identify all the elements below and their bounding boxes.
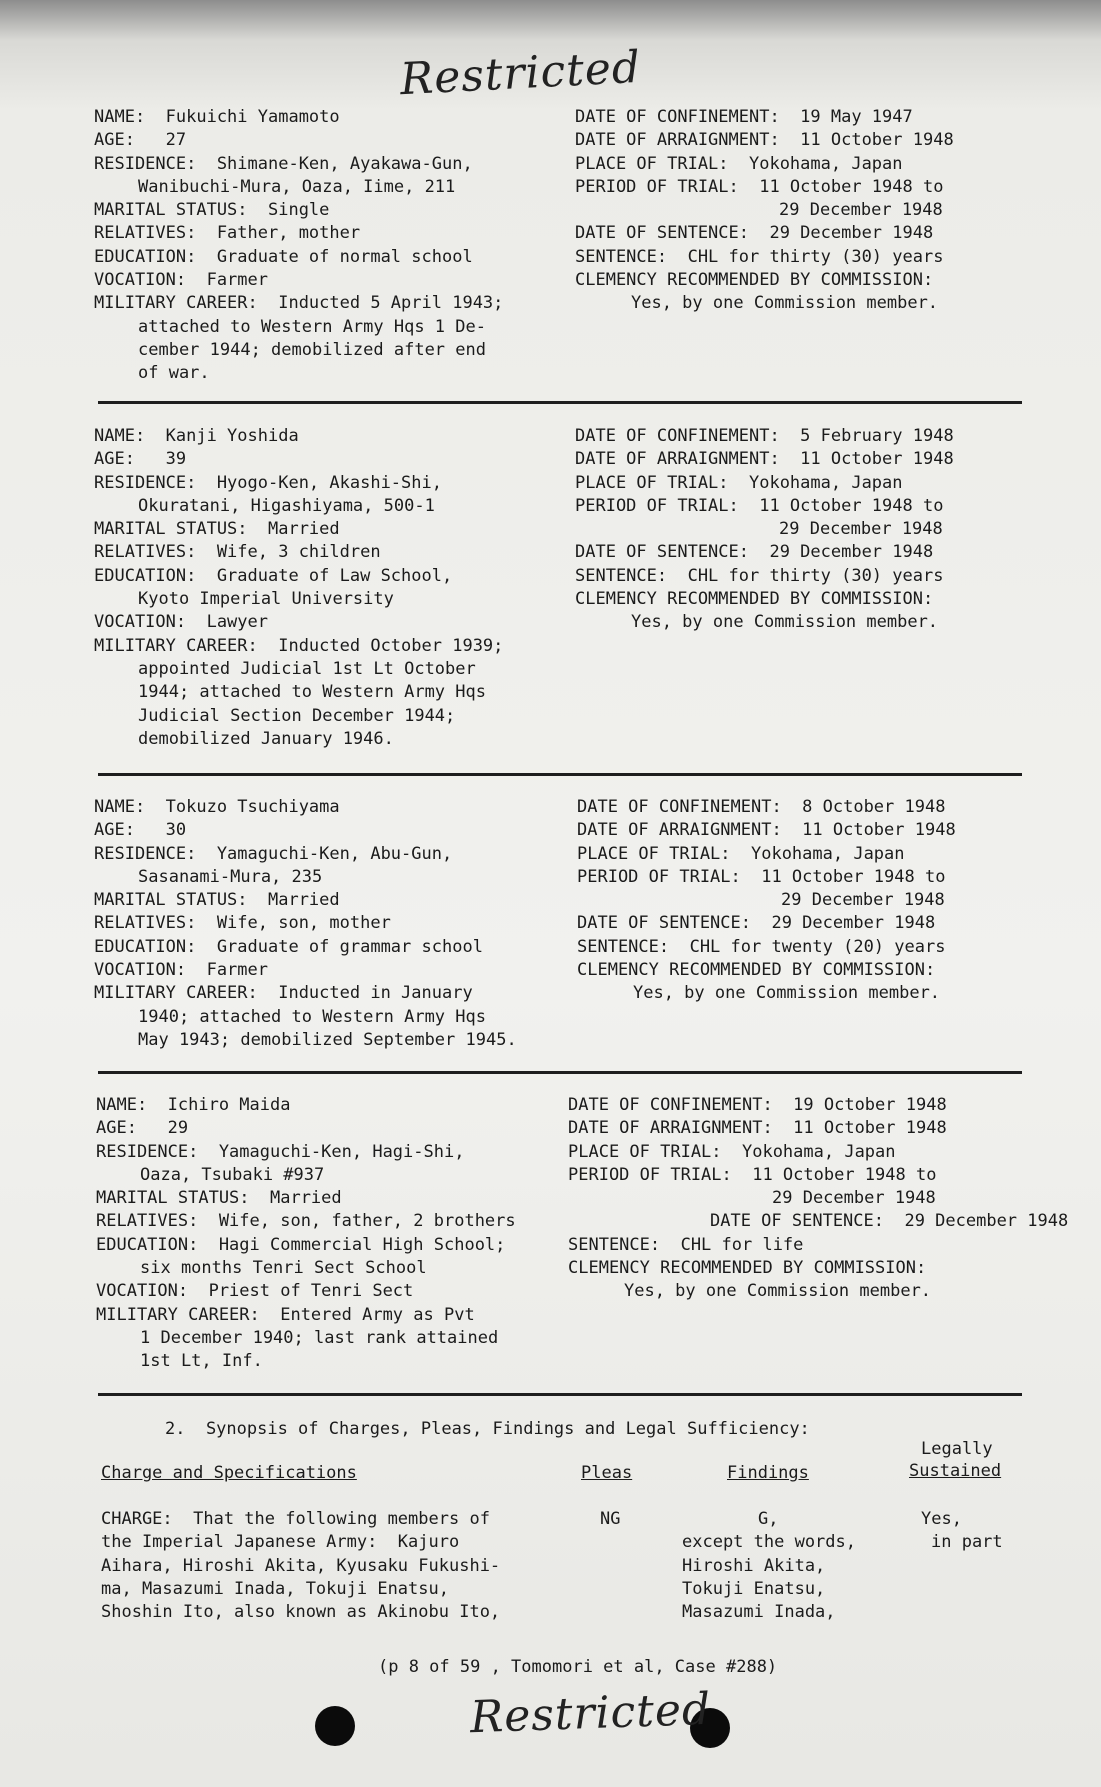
name-line: NAME: Kanji Yoshida <box>94 426 299 446</box>
period-of-trial-line: PERIOD OF TRIAL: 11 October 1948 to <box>568 1164 937 1185</box>
record-3-trial <box>577 796 956 1006</box>
clemency-cont: Yes, by one Commission member. <box>631 293 939 314</box>
confinement-line: DATE OF CONFINEMENT: 5 February 1948 <box>575 426 954 446</box>
marital-status-line: MARITAL STATUS: Single <box>94 200 330 221</box>
sentence-line: SENTENCE: CHL for thirty (30) years <box>575 565 944 586</box>
clemency-cont: Yes, by one Commission member. <box>631 612 939 633</box>
military-career-cont: appointed Judicial 1st Lt October <box>138 658 476 679</box>
charge-line: CHARGE: That the following members of <box>101 1509 490 1529</box>
charge-line: the Imperial Japanese Army: Kajuro <box>101 1532 460 1553</box>
military-career-cont: 1944; attached to Western Army Hqs <box>138 682 486 703</box>
military-career-cont: cember 1944; demobilized after end <box>138 339 486 360</box>
marital-status-line: MARITAL STATUS: Married <box>94 519 340 540</box>
period-of-trial-line: PERIOD OF TRIAL: 11 October 1948 to <box>575 495 944 516</box>
synopsis-heading: 2. Synopsis of Charges, Pleas, Findings and Legal Sufficiency: <box>165 1419 810 1439</box>
period-of-trial-line: PERIOD OF TRIAL: 11 October 1948 to <box>575 176 944 197</box>
education-line-cont: six months Tenri Sect School <box>140 1258 427 1279</box>
period-of-trial-cont: 29 December 1948 <box>772 1188 936 1209</box>
relatives-line: RELATIVES: Father, mother <box>94 223 361 244</box>
residence-line: RESIDENCE: Yamaguchi-Ken, Abu-Gun, <box>94 843 453 864</box>
military-career-cont: May 1943; demobilized September 1945. <box>138 1029 517 1050</box>
education-line-cont: Kyoto Imperial University <box>138 589 394 610</box>
record-4-personal <box>96 1094 516 1374</box>
sentence-line: SENTENCE: CHL for life <box>568 1234 804 1255</box>
arraignment-line: DATE OF ARRAIGNMENT: 11 October 1948 <box>577 820 956 841</box>
divider-1 <box>98 401 1022 404</box>
confinement-line: DATE OF CONFINEMENT: 19 October 1948 <box>568 1095 947 1115</box>
clemency-cont: Yes, by one Commission member. <box>624 1281 932 1302</box>
arraignment-line: DATE OF ARRAIGNMENT: 11 October 1948 <box>575 130 954 151</box>
clemency-line: CLEMENCY RECOMMENDED BY COMMISSION: <box>575 270 934 291</box>
name-line: NAME: Tokuzo Tsuchiyama <box>94 797 340 817</box>
education-line: EDUCATION: Hagi Commercial High School; <box>96 1234 506 1255</box>
residence-line-cont: Okuratani, Higashiyama, 500-1 <box>138 495 435 516</box>
residence-line: RESIDENCE: Hyogo-Ken, Akashi-Shi, <box>94 472 442 493</box>
restricted-stamp-bottom: Restricted <box>469 1683 712 1744</box>
relatives-line: RELATIVES: Wife, son, father, 2 brothers <box>96 1211 516 1232</box>
date-of-sentence-line: DATE OF SENTENCE: 29 December 1948 <box>710 1211 1069 1232</box>
residence-line-cont: Wanibuchi-Mura, Oaza, Iime, 211 <box>138 176 456 197</box>
age-line: AGE: 30 <box>94 820 187 841</box>
clemency-line: CLEMENCY RECOMMENDED BY COMMISSION: <box>575 589 934 610</box>
marital-status-line: MARITAL STATUS: Married <box>96 1188 342 1209</box>
sustained-line: in part <box>931 1532 1003 1553</box>
page-footer: (p 8 of 59 , Tomomori et al, Case #288) <box>378 1657 778 1677</box>
relatives-line: RELATIVES: Wife, 3 children <box>94 542 381 563</box>
education-line: EDUCATION: Graduate of grammar school <box>94 936 483 957</box>
period-of-trial-cont: 29 December 1948 <box>779 200 943 221</box>
military-career-line: MILITARY CAREER: Inducted in January <box>94 983 473 1004</box>
period-of-trial-cont: 29 December 1948 <box>781 890 945 911</box>
legally-header: Legally <box>921 1439 993 1459</box>
charge-line: Shoshin Ito, also known as Akinobu Ito, <box>101 1602 501 1623</box>
confinement-line: DATE OF CONFINEMENT: 8 October 1948 <box>577 797 946 817</box>
findings-line: Masazumi Inada, <box>682 1602 836 1623</box>
period-of-trial-line: PERIOD OF TRIAL: 11 October 1948 to <box>577 866 946 887</box>
residence-line: RESIDENCE: Shimane-Ken, Ayakawa-Gun, <box>94 153 473 174</box>
military-career-line: MILITARY CAREER: Inducted October 1939; <box>94 635 504 656</box>
military-career-cont: 1st Lt, Inf. <box>140 1351 263 1372</box>
restricted-stamp-top: Restricted <box>398 41 643 106</box>
vocation-line: VOCATION: Priest of Tenri Sect <box>96 1281 414 1302</box>
divider-3 <box>98 1071 1022 1074</box>
military-career-cont: 1 December 1940; last rank attained <box>140 1327 499 1348</box>
military-career-cont: 1940; attached to Western Army Hqs <box>138 1006 486 1027</box>
place-of-trial-line: PLACE OF TRIAL: Yokohama, Japan <box>577 843 905 864</box>
age-line: AGE: 29 <box>96 1118 189 1139</box>
place-of-trial-line: PLACE OF TRIAL: Yokohama, Japan <box>568 1141 896 1162</box>
plea-value: NG <box>600 1509 621 1529</box>
confinement-line: DATE OF CONFINEMENT: 19 May 1947 <box>575 107 913 127</box>
arraignment-line: DATE OF ARRAIGNMENT: 11 October 1948 <box>575 449 954 470</box>
record-2-personal <box>94 425 503 751</box>
findings-line: except the words, <box>682 1532 856 1553</box>
education-line: EDUCATION: Graduate of normal school <box>94 246 473 267</box>
arraignment-line: DATE OF ARRAIGNMENT: 11 October 1948 <box>568 1118 947 1139</box>
residence-line-cont: Oaza, Tsubaki #937 <box>140 1164 325 1185</box>
record-1-personal <box>94 106 503 386</box>
sentence-line: SENTENCE: CHL for thirty (30) years <box>575 246 944 267</box>
sustained-line: Yes, <box>921 1509 962 1529</box>
clemency-line: CLEMENCY RECOMMENDED BY COMMISSION: <box>568 1258 927 1279</box>
age-line: AGE: 39 <box>94 449 187 470</box>
age-line: AGE: 27 <box>94 130 187 151</box>
punch-hole-left <box>315 1706 355 1746</box>
place-of-trial-line: PLACE OF TRIAL: Yokohama, Japan <box>575 472 903 493</box>
record-3-personal <box>94 796 517 1052</box>
record-4-trial <box>568 1094 1068 1304</box>
findings-line: Tokuji Enatsu, <box>682 1578 826 1599</box>
findings-line: Hiroshi Akita, <box>682 1555 826 1576</box>
clemency-line: CLEMENCY RECOMMENDED BY COMMISSION: <box>577 960 936 981</box>
sustained-text <box>921 1508 1003 1555</box>
pleas-column-header: Pleas <box>581 1463 633 1483</box>
military-career-line: MILITARY CAREER: Inducted 5 April 1943; <box>94 293 504 314</box>
education-line: EDUCATION: Graduate of Law School, <box>94 565 453 586</box>
findings-text <box>682 1508 856 1624</box>
date-of-sentence-line: DATE OF SENTENCE: 29 December 1948 <box>577 913 936 934</box>
charge-column-header: Charge and Specifications <box>101 1463 357 1483</box>
sentence-line: SENTENCE: CHL for twenty (20) years <box>577 936 946 957</box>
name-line: NAME: Ichiro Maida <box>96 1095 291 1115</box>
clemency-cont: Yes, by one Commission member. <box>633 983 941 1004</box>
sustained-column-header: Sustained <box>909 1461 1002 1481</box>
residence-line: RESIDENCE: Yamaguchi-Ken, Hagi-Shi, <box>96 1141 465 1162</box>
record-1-trial <box>575 106 954 316</box>
military-career-cont: attached to Western Army Hqs 1 De- <box>138 316 486 337</box>
place-of-trial-line: PLACE OF TRIAL: Yokohama, Japan <box>575 153 903 174</box>
marital-status-line: MARITAL STATUS: Married <box>94 890 340 911</box>
vocation-line: VOCATION: Lawyer <box>94 612 268 633</box>
vocation-line: VOCATION: Farmer <box>94 960 268 981</box>
charge-text <box>101 1508 500 1624</box>
residence-line-cont: Sasanami-Mura, 235 <box>138 866 323 887</box>
vocation-line: VOCATION: Farmer <box>94 270 268 291</box>
military-career-cont: demobilized January 1946. <box>138 728 394 749</box>
divider-4 <box>98 1393 1022 1396</box>
charge-line: ma, Masazumi Inada, Tokuji Enatsu, <box>101 1578 449 1599</box>
military-career-cont: of war. <box>138 363 210 384</box>
findings-line: G, <box>758 1509 779 1529</box>
military-career-line: MILITARY CAREER: Entered Army as Pvt <box>96 1304 475 1325</box>
military-career-cont: Judicial Section December 1944; <box>138 705 456 726</box>
date-of-sentence-line: DATE OF SENTENCE: 29 December 1948 <box>575 542 934 563</box>
relatives-line: RELATIVES: Wife, son, mother <box>94 913 391 934</box>
divider-2 <box>98 773 1022 776</box>
name-line: NAME: Fukuichi Yamamoto <box>94 107 340 127</box>
period-of-trial-cont: 29 December 1948 <box>779 519 943 540</box>
findings-column-header: Findings <box>727 1463 809 1483</box>
date-of-sentence-line: DATE OF SENTENCE: 29 December 1948 <box>575 223 934 244</box>
record-2-trial <box>575 425 954 635</box>
charge-line: Aihara, Hiroshi Akita, Kyusaku Fukushi- <box>101 1555 501 1576</box>
